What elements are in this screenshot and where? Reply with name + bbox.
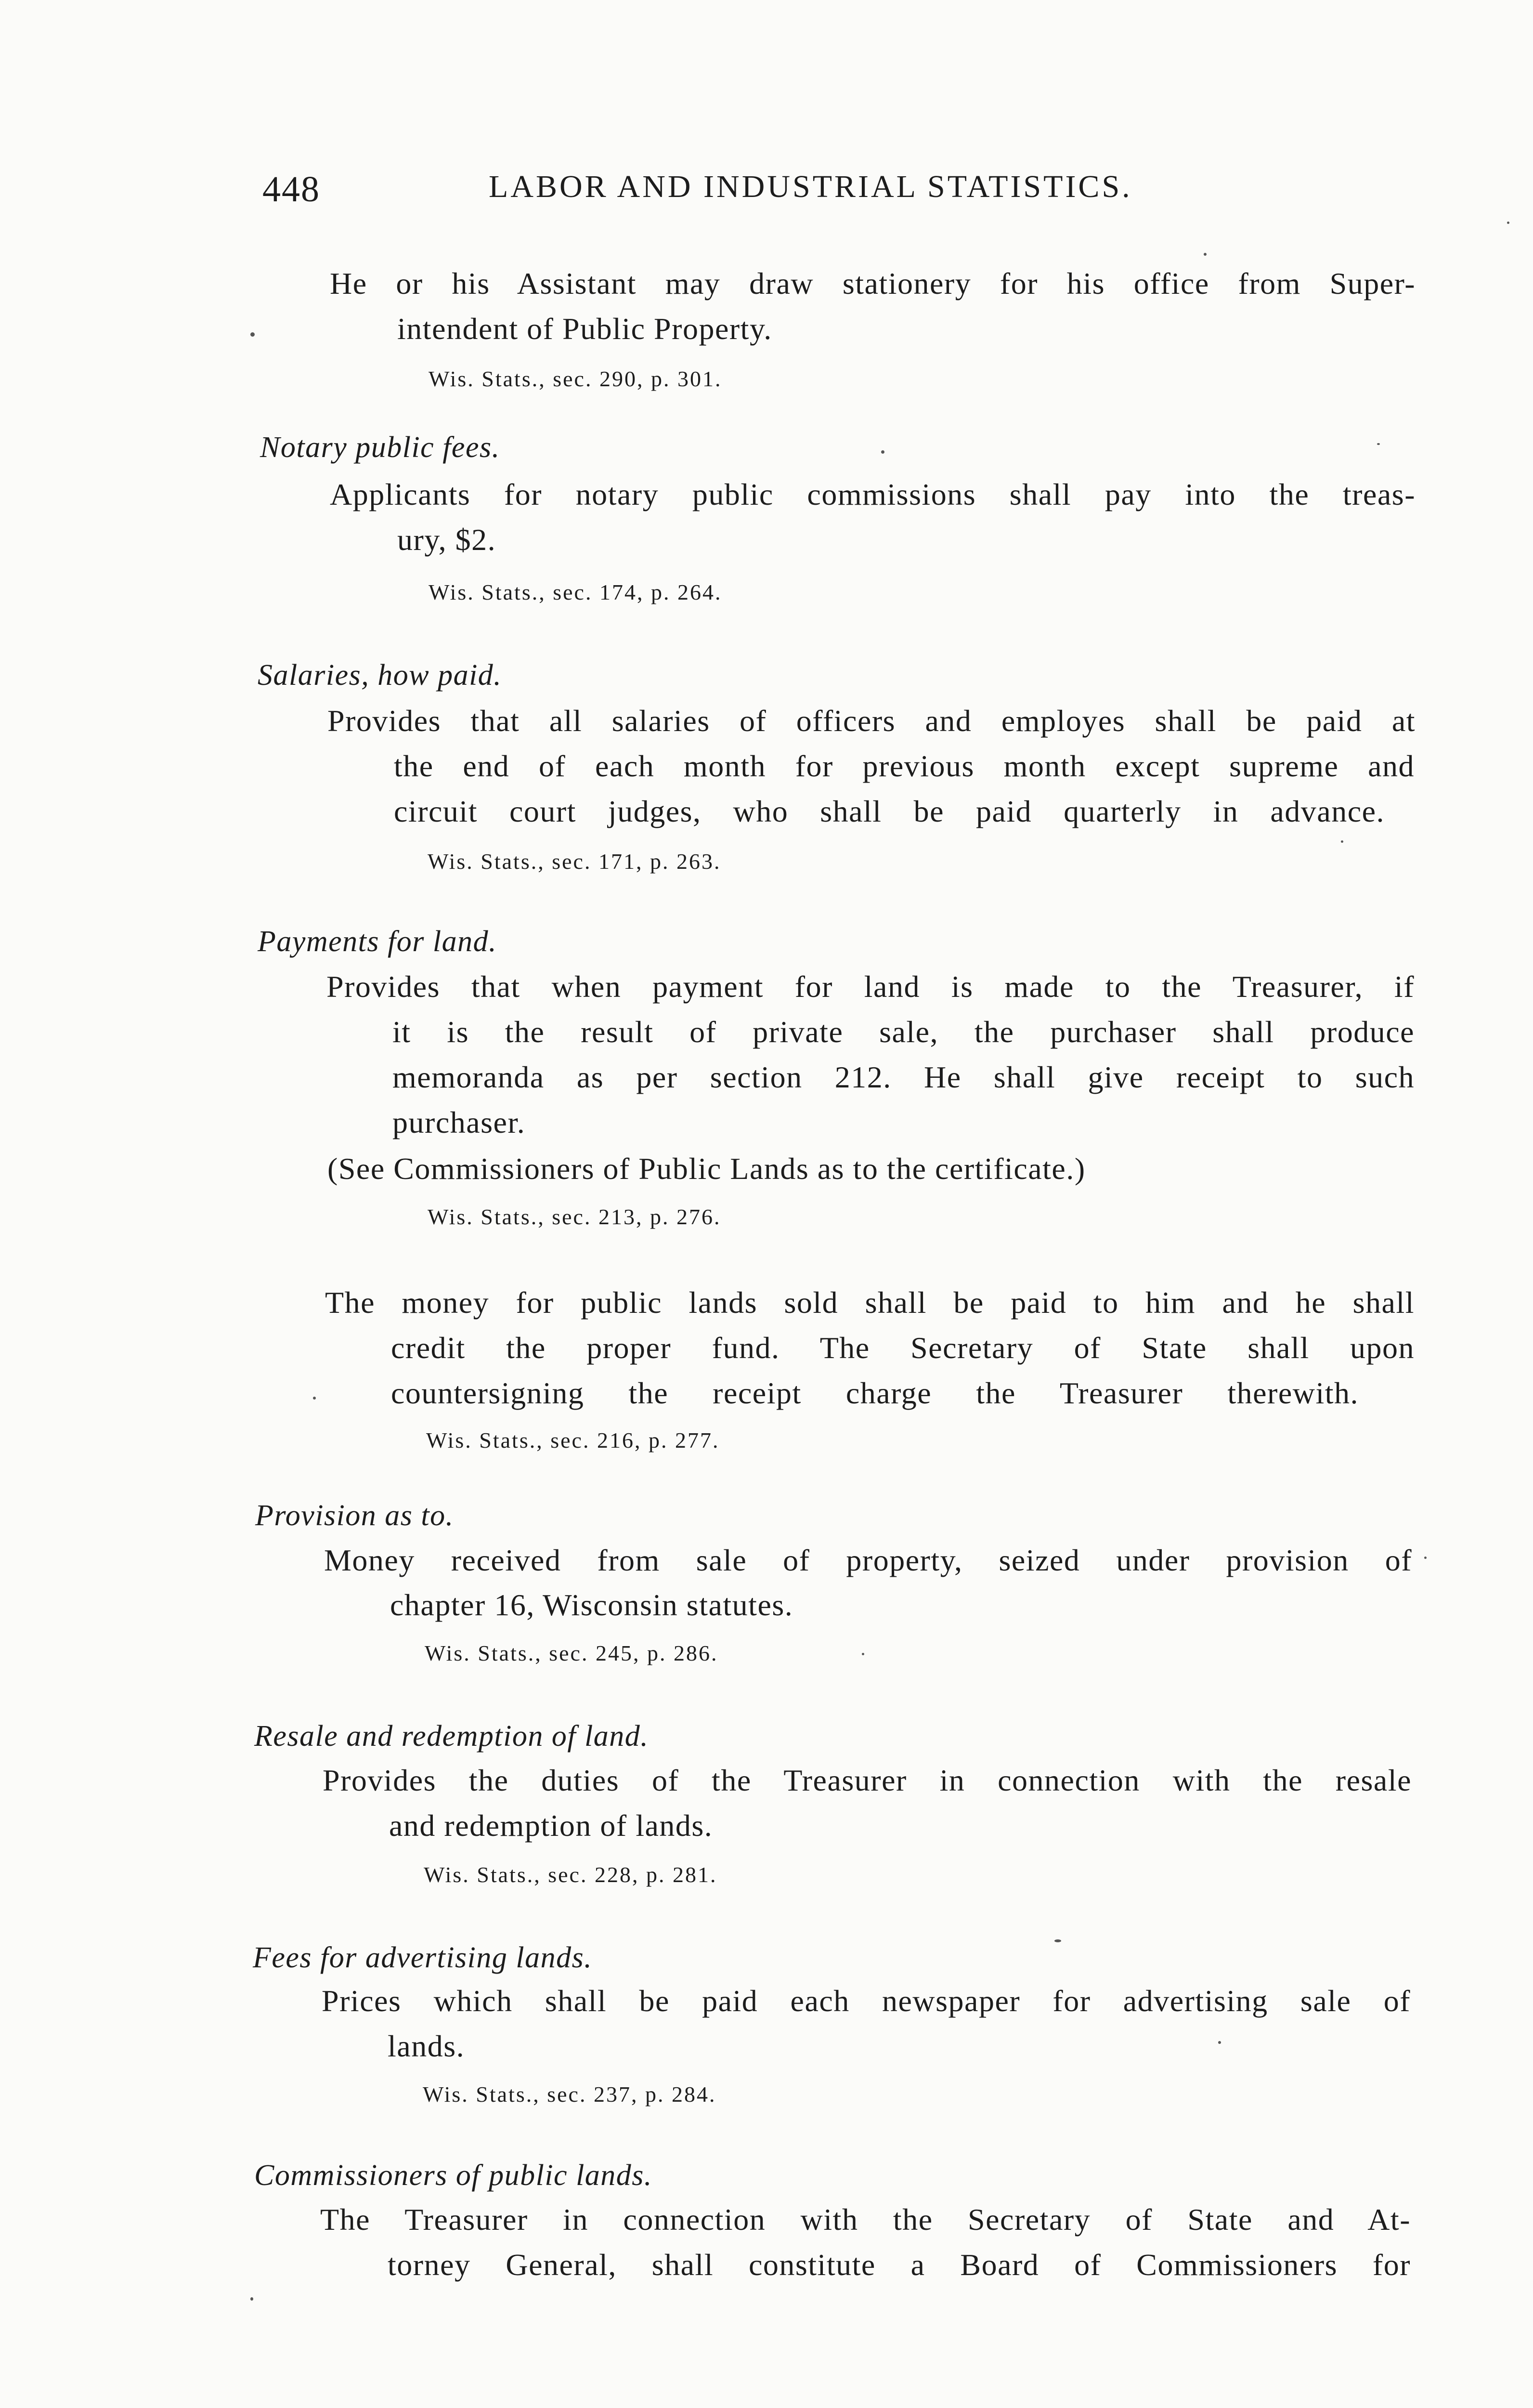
- body-line: Applicants for notary public commissions shall pay into the treas-: [330, 477, 1416, 511]
- page-number: 448: [262, 169, 320, 209]
- body-line: The money for public lands sold shall be paid to him and he shall: [325, 1285, 1415, 1320]
- citation: Wis. Stats., sec. 245, p. 286.: [425, 1641, 718, 1665]
- body-line: Provides that all salaries of officers and employes shall be paid at: [327, 704, 1416, 738]
- scan-speck: [1424, 1557, 1427, 1559]
- body-line: Provides the duties of the Treasurer in connection with the resale: [323, 1763, 1412, 1797]
- scan-speck: [1507, 222, 1509, 224]
- body-line: and redemption of lands.: [389, 1808, 713, 1843]
- page-header: [262, 169, 1225, 217]
- citation: Wis. Stats., sec. 237, p. 284.: [423, 2082, 716, 2107]
- running-head: LABOR AND INDUSTRIAL STATISTICS.: [489, 169, 1132, 204]
- scan-speck: [313, 1397, 316, 1400]
- body-line: Prices which shall be paid each newspaper for advertising sale of: [322, 1984, 1411, 2018]
- citation: Wis. Stats., sec. 216, p. 277.: [426, 1428, 720, 1453]
- body-line: memoranda as per section 212. He shall give receipt to such: [392, 1060, 1415, 1094]
- section-heading: Commissioners of public lands.: [254, 2159, 652, 2192]
- scan-speck: [250, 332, 255, 337]
- scan-speck: [1218, 2041, 1221, 2044]
- citation: Wis. Stats., sec. 171, p. 263.: [428, 849, 721, 874]
- scan-speck: [1377, 443, 1380, 445]
- scan-speck: [250, 2297, 253, 2301]
- body-line: Provides that when payment for land is made to the Treasurer, if: [326, 969, 1415, 1004]
- section-heading: Resale and redemption of land.: [254, 1720, 649, 1753]
- citation: Wis. Stats., sec. 213, p. 276.: [428, 1204, 721, 1229]
- section-heading: Payments for land.: [258, 925, 497, 958]
- scan-speck: [881, 450, 884, 454]
- body-line: torney General, shall constitute a Board of Commissioners for: [388, 2248, 1411, 2282]
- section-heading: Provision as to.: [255, 1499, 454, 1532]
- citation: Wis. Stats., sec. 174, p. 264.: [429, 580, 722, 604]
- scan-speck: [1341, 840, 1343, 843]
- body-line: intendent of Public Property.: [397, 312, 772, 346]
- citation: Wis. Stats., sec. 290, p. 301.: [429, 366, 722, 391]
- body-line: purchaser.: [392, 1105, 526, 1139]
- body-line: it is the result of private sale, the purchaser shall produce: [392, 1015, 1415, 1049]
- body-line: (See Commissioners of Public Lands as to the certificate.): [327, 1152, 1086, 1186]
- body-line: countersigning the receipt charge the Treasurer therewith.: [391, 1376, 1359, 1410]
- body-line: credit the proper fund. The Secretary of State shall upon: [391, 1331, 1415, 1365]
- body-line: The Treasurer in connection with the Secretary of State and At-: [320, 2202, 1411, 2237]
- scan-speck: [1204, 253, 1207, 256]
- body-line: ury, $2.: [397, 523, 496, 557]
- section-heading: Notary public fees.: [260, 431, 500, 464]
- body-line: chapter 16, Wisconsin statutes.: [390, 1588, 793, 1622]
- body-line: Money received from sale of property, seized under provision of: [324, 1543, 1412, 1577]
- citation: Wis. Stats., sec. 228, p. 281.: [424, 1862, 717, 1887]
- section-heading: Fees for advertising lands.: [253, 1941, 593, 1974]
- scan-speck: [862, 1653, 864, 1655]
- body-line: circuit court judges, who shall be paid quarterly in advance.: [394, 794, 1385, 828]
- scan-speck: [1054, 1939, 1061, 1942]
- body-line: He or his Assistant may draw stationery for his office from Super-: [330, 266, 1416, 301]
- body-line: lands.: [388, 2029, 465, 2063]
- body-line: the end of each month for previous month except supreme and: [394, 749, 1415, 783]
- section-heading: Salaries, how paid.: [258, 659, 502, 692]
